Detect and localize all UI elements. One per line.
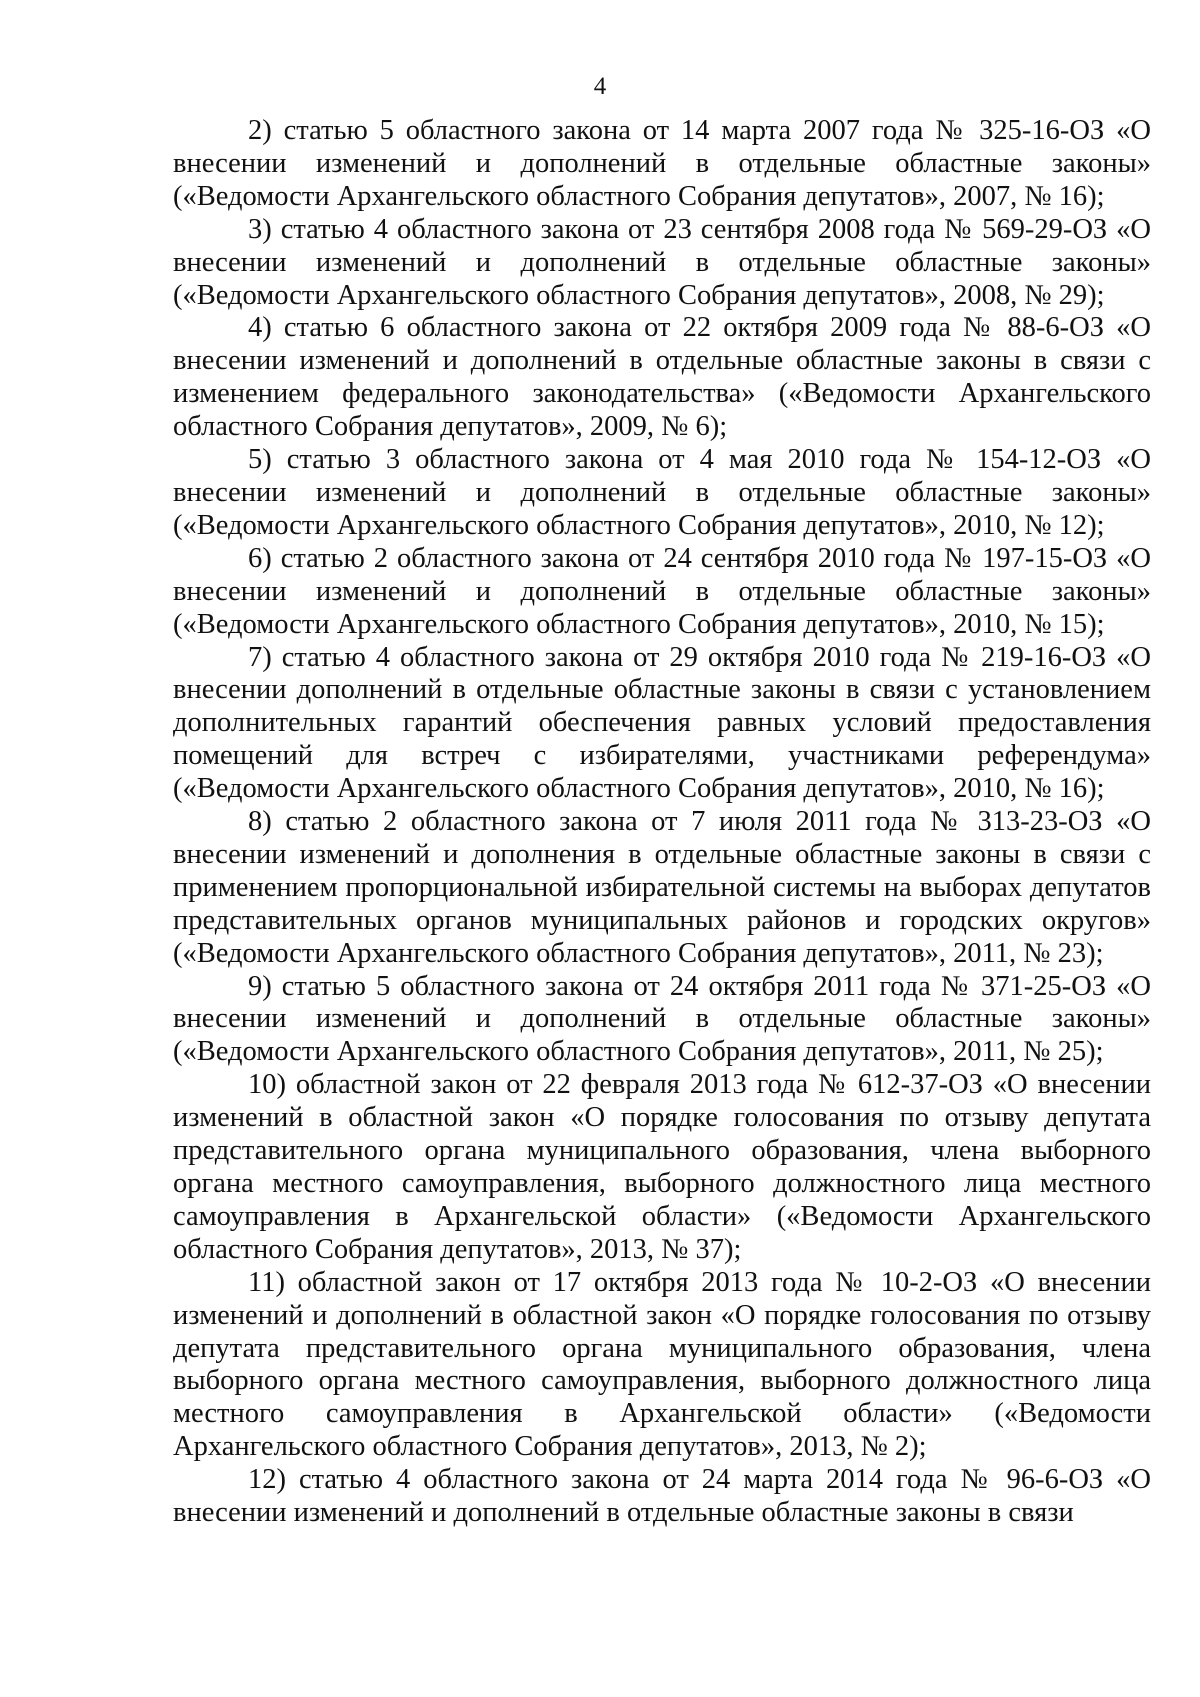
list-item-7: 7) статью 4 областного закона от 29 октября 2010 года № 219-16-ОЗ «О внесении дополнений в отдельные областные законы в связи с установлением дополнительных гарантий обеспечения равных условий предоставления помещений для встреч с избирателями, участниками референдума» («Ведомости Архангельского областного Собрания депутатов», 2010, № 16); xyxy=(173,641,1151,805)
list-item-6: 6) статью 2 областного закона от 24 сентября 2010 года № 197-15-ОЗ «О внесении изменений и дополнений в отдельные областные законы» («Ведомости Архангельского областного Собрания депутатов», 2010, № 15); xyxy=(173,542,1151,640)
list-item-10: 10) областной закон от 22 февраля 2013 года № 612-37-ОЗ «О внесении изменений в областной закон «О порядке голосования по отзыву депутата представительного органа муниципального образования, члена выборного органа местного самоуправления, выборного должностного лица местного самоуправления в Архангельской области» («Ведомости Архангельского областного Собрания депутатов», 2013, № 37); xyxy=(173,1069,1151,1265)
list-item-2: 2) статью 5 областного закона от 14 марта 2007 года № 325-16-ОЗ «О внесении изменений и дополнений в отдельные областные законы» («Ведомости Архангельского областного Собрания депутатов», 2007, № 16); xyxy=(173,115,1151,212)
document-body xyxy=(173,115,1151,1530)
list-item-9: 9) статью 5 областного закона от 24 октября 2011 года № 371-25-ОЗ «О внесении изменений и дополнений в отдельные областные законы» («Ведомости Архангельского областного Собрания депутатов», 2011, № 25); xyxy=(173,970,1151,1068)
page-number: 4 xyxy=(593,73,607,100)
list-item-4: 4) статью 6 областного закона от 22 октября 2009 года № 88-6-ОЗ «О внесении изменений и дополнений в отдельные областные законы в связи с изменением федерального законодательства» («Ведомости Архангельского областного Собрания депутатов», 2009, № 6); xyxy=(173,312,1151,443)
list-item-5: 5) статью 3 областного закона от 4 мая 2010 года № 154-12-ОЗ «О внесении изменений и дополнений в отдельные областные законы» («Ведомости Архангельского областного Собрания депутатов», 2010, № 12); xyxy=(173,444,1151,541)
list-item-11: 11) областной закон от 17 октября 2013 года № 10-2-ОЗ «О внесении изменений и дополнений в областной закон «О порядке голосования по отзыву депутата представительного органа муниципального образования, члена выборного органа местного самоуправления, выборного должностного лица местного самоуправления в Архангельской области» («Ведомости Архангельского областного Собрания депутатов», 2013, № 2); xyxy=(173,1266,1151,1463)
list-item-8: 8) статью 2 областного закона от 7 июля 2011 года № 313-23-ОЗ «О внесении изменений и дополнения в отдельные областные законы в связи с применением пропорциональной избирательной системы на выборах депутатов представительных органов муниципальных районов и городских округов» («Ведомости Архангельского областного Собрания депутатов», 2011, № 23); xyxy=(173,806,1151,969)
list-item-3: 3) статью 4 областного закона от 23 сентября 2008 года № 569-29-ОЗ «О внесении изменений и дополнений в отдельные областные законы» («Ведомости Архангельского областного Собрания депутатов», 2008, № 29); xyxy=(173,213,1151,311)
list-item-12: 12) статью 4 областного закона от 24 марта 2014 года № 96-6-ОЗ «О внесении изменений и дополнений в отдельные областные законы в связи xyxy=(173,1464,1151,1529)
